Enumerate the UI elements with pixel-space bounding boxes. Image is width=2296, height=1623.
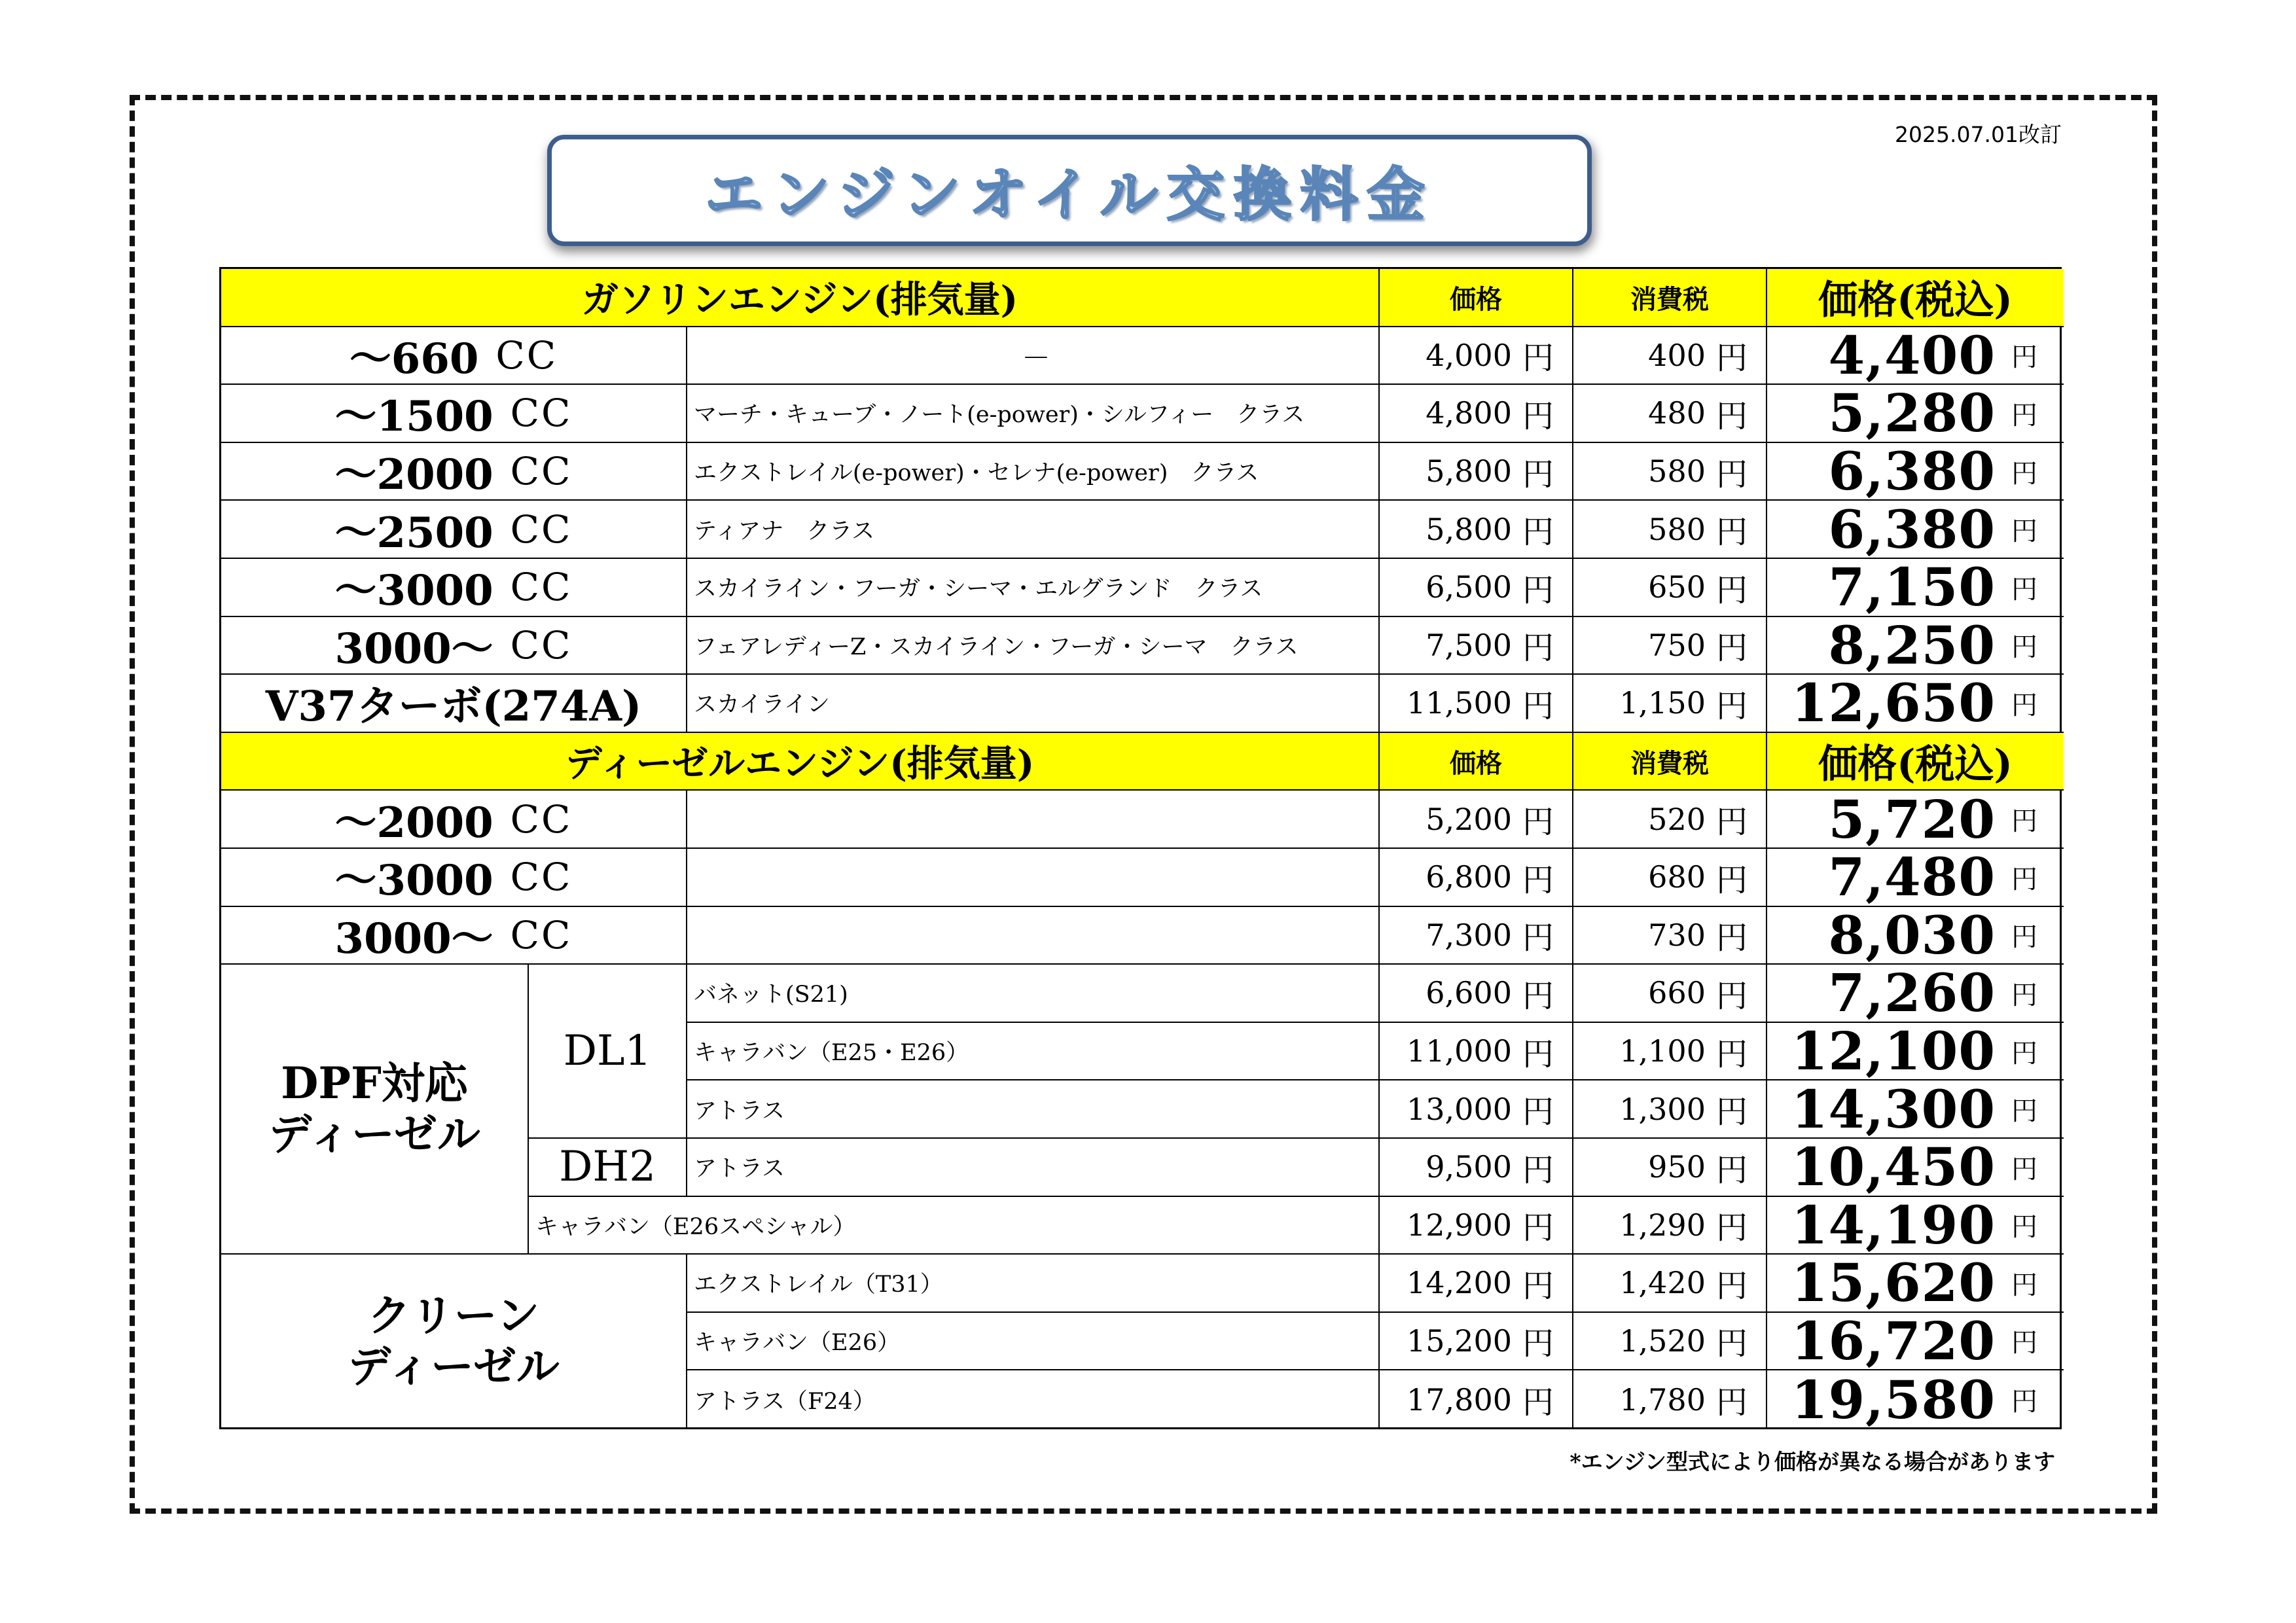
displacement-cell: ～3000 CC — [221, 559, 687, 617]
tax-cell: 680 円 — [1573, 849, 1767, 907]
price-cell: 4,800 円 — [1380, 385, 1573, 443]
dl1-label: DL1 — [529, 965, 687, 1139]
model-cell: バネット(S21) — [687, 965, 1380, 1023]
price-cell: 4,000 円 — [1380, 327, 1573, 385]
price-cell: 6,500 円 — [1380, 559, 1573, 617]
gasoline-header: ガソリンエンジン(排気量) — [221, 269, 1380, 327]
tax-cell: 400 円 — [1573, 327, 1767, 385]
total-cell: 15,620 円 — [1767, 1255, 2064, 1313]
tax-cell: 660 円 — [1573, 965, 1767, 1023]
title-banner — [547, 135, 1592, 246]
model-cell — [687, 849, 1380, 907]
tax-cell: 1,100 円 — [1573, 1023, 1767, 1081]
model-cell: スカイライン・フーガ・シーマ・エルグランド クラス — [687, 559, 1380, 617]
price-cell: 6,800 円 — [1380, 849, 1573, 907]
total-column-header: 価格(税込) — [1767, 733, 2064, 791]
total-cell: 16,720 円 — [1767, 1313, 2064, 1371]
model-cell: アトラス — [687, 1139, 1380, 1197]
price-cell: 17,800 円 — [1380, 1370, 1573, 1429]
total-cell: 8,030 円 — [1767, 907, 2064, 965]
model-cell: ティアナ クラス — [687, 501, 1380, 559]
total-cell: 12,650 円 — [1767, 675, 2064, 733]
displacement-cell: 3000～ CC — [221, 907, 687, 965]
footnote: *エンジン型式により価格が異なる場合があります — [1570, 1449, 2055, 1474]
displacement-cell: ～3000 CC — [221, 849, 687, 907]
tax-cell: 1,420 円 — [1573, 1255, 1767, 1313]
total-cell: 19,580 円 — [1791, 1370, 2037, 1429]
tax-cell: 580 円 — [1573, 443, 1767, 501]
total-cell: 6,380 円 — [1767, 443, 2064, 501]
tax-cell: 730 円 — [1573, 907, 1767, 965]
tax-cell: 480 円 — [1573, 385, 1767, 443]
price-cell: 13,000 円 — [1380, 1080, 1573, 1139]
model-cell — [687, 791, 1380, 849]
price-column-header: 価格 — [1380, 733, 1573, 791]
model-cell: マーチ・キューブ・ノート(e-power)・シルフィー クラス — [687, 385, 1380, 443]
displacement-cell: 3000～ CC — [221, 617, 687, 675]
total-cell: 7,480 円 — [1767, 849, 2064, 907]
model-cell: フェアレディーZ・スカイライン・フーガ・シーマ クラス — [687, 617, 1380, 675]
total-cell: 6,380 円 — [1767, 501, 2064, 559]
total-cell: 7,260 円 — [1767, 965, 2064, 1023]
price-cell: 7,300 円 — [1380, 907, 1573, 965]
total-cell: 4,400 円 — [1767, 327, 2064, 385]
total-cell: 14,300 円 — [1767, 1080, 2064, 1139]
total-cell: 12,100 円 — [1767, 1023, 2064, 1081]
tax-column-header: 消費税 — [1573, 733, 1767, 791]
price-cell: 11,000 円 — [1380, 1023, 1573, 1081]
total-cell: 5,720 円 — [1767, 791, 2064, 849]
displacement-cell: V37ターボ(274A) — [221, 675, 687, 733]
model-cell: キャラバン（E25・E26） — [687, 1023, 1380, 1081]
displacement-cell: ～660 CC — [221, 327, 687, 385]
diesel-header: ディーゼルエンジン(排気量) — [221, 733, 1380, 791]
price-cell: 11,500 円 — [1380, 675, 1573, 733]
tax-cell: 580 円 — [1573, 501, 1767, 559]
page-title: エンジンオイル交換料金 — [705, 160, 1434, 228]
displacement-cell: ～2000 CC — [221, 443, 687, 501]
model-cell: キャラバン（E26） — [687, 1313, 1380, 1371]
total-cell: 8,250 円 — [1767, 617, 2064, 675]
tax-cell: 650 円 — [1573, 559, 1767, 617]
tax-cell: 950 円 — [1573, 1139, 1767, 1197]
tax-cell: 1,150 円 — [1573, 675, 1767, 733]
model-cell: スカイライン — [687, 675, 1380, 733]
clean-diesel-label: クリーン ディーゼル — [221, 1255, 687, 1429]
price-cell: 15,200 円 — [1380, 1313, 1573, 1371]
dpf-diesel-label: DPF対応 ディーゼル — [221, 965, 529, 1255]
model-cell: エクストレイル（T31） — [687, 1255, 1380, 1313]
tax-cell: 1,300 円 — [1573, 1080, 1767, 1139]
price-cell: 5,800 円 — [1380, 501, 1573, 559]
model-cell: エクストレイル(e-power)・セレナ(e-power) クラス — [687, 443, 1380, 501]
total-column-header: 価格(税込) — [1767, 269, 2064, 327]
price-cell: 5,200 円 — [1380, 791, 1573, 849]
tax-cell: 1,290 円 — [1573, 1197, 1767, 1255]
revision-date: 2025.07.01改訂 — [1895, 122, 2062, 147]
displacement-cell: ～1500 CC — [221, 385, 687, 443]
model-cell: アトラス — [687, 1080, 1380, 1139]
model-cell: アトラス（F24） — [687, 1370, 1380, 1429]
model-cell: キャラバン（E26スペシャル） — [529, 1197, 1380, 1255]
displacement-cell: ～2000 CC — [221, 791, 687, 849]
total-cell: 14,190 円 — [1767, 1197, 2064, 1255]
displacement-cell: ～2500 CC — [221, 501, 687, 559]
model-cell: － — [687, 327, 1380, 385]
price-cell: 5,800 円 — [1380, 443, 1573, 501]
tax-cell: 750 円 — [1573, 617, 1767, 675]
model-cell — [687, 907, 1380, 965]
tax-cell: 520 円 — [1573, 791, 1767, 849]
dh2-label: DH2 — [529, 1139, 687, 1197]
tax-cell: 1,520 円 — [1573, 1313, 1767, 1371]
tax-column-header: 消費税 — [1573, 269, 1767, 327]
total-cell: 7,150 円 — [1767, 559, 2064, 617]
price-cell: 12,900 円 — [1380, 1197, 1573, 1255]
price-cell: 14,200 円 — [1380, 1255, 1573, 1313]
price-column-header: 価格 — [1380, 269, 1573, 327]
total-cell: 10,450 円 — [1767, 1139, 2064, 1197]
price-table — [219, 267, 2062, 1429]
total-cell: 5,280 円 — [1767, 385, 2064, 443]
price-cell: 6,600 円 — [1380, 965, 1573, 1023]
price-cell: 9,500 円 — [1380, 1139, 1573, 1197]
price-cell: 7,500 円 — [1380, 617, 1573, 675]
tax-cell: 1,780 円 — [1573, 1370, 1767, 1429]
